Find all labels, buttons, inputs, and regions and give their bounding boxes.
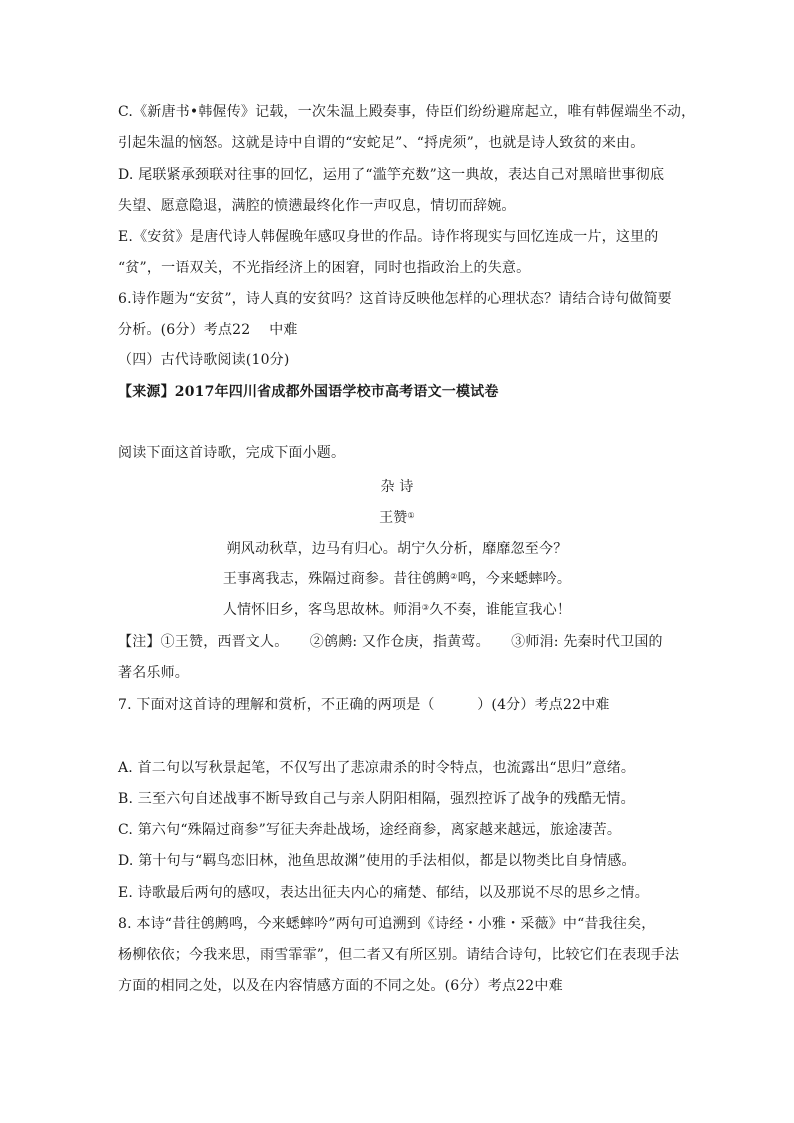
question-8-line-2: 杨柳依依；今我来思，雨雪霏霏”，但二者又有所区别。请结合诗句，比较它们在表现手法 <box>118 947 680 963</box>
option-d-line-1: D. 尾联紧承颈联对往事的回忆，运用了“滥竽充数”这一典故，表达自己对黑暗世事彻底 <box>118 167 665 183</box>
question-6-line-1: 6.诗作题为“安贫”，诗人真的安贫吗？这首诗反映他怎样的心理状态？请结合诗句做简要 <box>118 291 672 307</box>
question-7-option-a: A. 首二句以写秋景起笔，不仅写出了悲凉肃杀的时令特点，也流露出“思归”意绪。 <box>118 760 636 776</box>
option-c-line-2: 引起朱温的恼怒。这就是诗中自谓的“安蛇足”、“捋虎须”，也就是诗人致贫的来由。 <box>118 135 645 151</box>
instruction: 阅读下面这首诗歌，完成下面小题。 <box>118 445 346 461</box>
option-e-line-2: “贫”，一语双关，不光指经济上的困窘，同时也指政治上的失意。 <box>118 260 531 276</box>
option-e-line-1: E.《安贫》是唐代诗人韩偓晚年感叹身世的作品。诗作将现实与回忆连成一片，这里的 <box>118 229 659 245</box>
notes-line-1: 【注】①王赞，西晋文人。 ②鸧鹒: 又作仓庚，指黄莺。 ③师涓: 先秦时代卫国的 <box>118 634 663 650</box>
question-7-option-c: C. 第六句“殊隔过商参”写征夫奔赴战场，途经商参，离家越来越远，旅途凄苦。 <box>118 822 622 838</box>
poem-author: 王赞① <box>379 510 415 526</box>
notes-line-2: 著名乐师。 <box>118 665 189 681</box>
source-line: 【来源】2017年四川省成都外国语学校市高考语文一模试卷 <box>118 384 499 400</box>
author-note-mark: ① <box>407 511 415 520</box>
question-6-line-2: 分析。(6分）考点22 中难 <box>118 322 298 338</box>
poem-title: 杂 诗 <box>380 479 414 495</box>
question-7-option-b: B. 三至六句自述战事不断导致自己与亲人阴阳相隔，强烈控诉了战争的残酷无情。 <box>118 791 635 807</box>
note-mark-2: ② <box>450 572 458 581</box>
poem-line-1: 朔风动秋草，边马有归心。胡宁久分析，靡靡忽至今？ <box>226 541 568 557</box>
question-7-option-e: E. 诗歌最后两句的感叹，表达出征夫内心的痛楚、郁结，以及那说不尽的思乡之情。 <box>118 885 649 901</box>
question-7-stem: 7. 下面对这首诗的理解和赏析，不正确的两项是（ ）(4分）考点22中难 <box>118 697 610 713</box>
note-mark-3: ③ <box>421 603 430 612</box>
poem-line-2: 王事离我志，殊隔过商参。昔往鸧鹒②鸣，今来蟋蟀吟。 <box>222 571 572 587</box>
question-7-option-d: D. 第十句与“羁鸟恋旧林，池鱼思故渊”使用的手法相似，都是以物类比自身情感。 <box>118 853 636 869</box>
question-8-line-3: 方面的相同之处，以及在内容情感方面的不同之处。(6分）考点22中难 <box>118 978 563 994</box>
question-8-line-1: 8. 本诗“昔往鸧鹒鸣，今来蟋蟀吟”两句可追溯到《诗经・小雅・采薇》中“昔我往矣， <box>118 916 656 932</box>
section-heading: （四）古代诗歌阅读(10分) <box>118 352 290 368</box>
option-d-line-2: 失望、愿意隐退，满腔的愤懑最终化作一声叹息，情切而辞婉。 <box>118 198 516 214</box>
option-c-line-1: C.《新唐书•韩偓传》记载，一次朱温上殿奏事，侍臣们纷纷避席起立，唯有韩偓端坐不动， <box>118 104 696 120</box>
poem-line-3: 人情怀旧乡，客鸟思故林。师涓③久不奏，谁能宣我心！ <box>222 602 572 618</box>
